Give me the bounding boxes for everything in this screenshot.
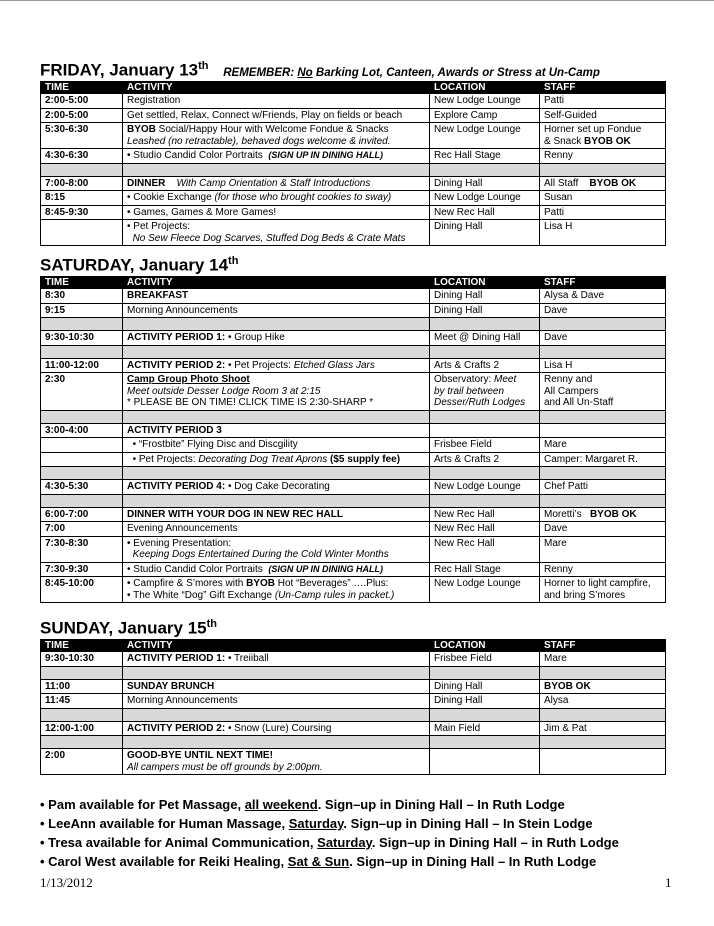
table-row: 8:15 • Cookie Exchange (for those who brought cookies to sway) New Lodge Lounge Susan <box>41 191 666 206</box>
friday-title-sup: th <box>198 60 209 72</box>
saturday-title: SATURDAY, January 14 <box>40 255 229 275</box>
availability-notes <box>40 795 619 871</box>
friday-title: FRIDAY, January 13 <box>40 60 199 80</box>
table-row: 8:45-9:30 • Games, Games & More Games! New Rec Hall Patti <box>41 205 666 220</box>
table-row: 2:00-5:00 Registration New Lodge Lounge Patti <box>41 94 666 109</box>
footer-date: 1/13/2012 <box>40 875 93 890</box>
separator-row <box>41 318 666 331</box>
table-row: 3:00-4:00 ACTIVITY PERIOD 3 <box>41 423 666 438</box>
table-row: 12:00-1:00 ACTIVITY PERIOD 2: • Snow (Lure) Coursing Main Field Jim & Pat <box>41 721 666 736</box>
table-header: TIME ACTIVITY LOCATION STAFF <box>41 277 666 289</box>
table-header: TIME ACTIVITY LOCATION STAFF <box>41 640 666 652</box>
table-row: 8:45-10:00 • Campfire & S’mores with BYOB Hot “Beverages” ….Plus: • The White “Dog” Gift Exchange (Un-Camp rules in packet.) New Lodge Lounge Horner to light campfire, and bring S’mores <box>41 577 666 603</box>
table-row: 4:30-5:30 ACTIVITY PERIOD 4: • Dog Cake Decorating New Lodge Lounge Chef Patti <box>41 480 666 495</box>
table-row: 11:45 Morning Announcements Dining Hall Alysa <box>41 694 666 709</box>
saturday-heading: SATURDAY, January 14th <box>40 255 239 275</box>
table-row: 11:00 SUNDAY BRUNCH Dining Hall BYOB OK <box>41 679 666 694</box>
table-row: 9:30-10:30 ACTIVITY PERIOD 1: • Group Hike Meet @ Dining Hall Dave <box>41 331 666 346</box>
separator-row <box>41 736 666 749</box>
table-row: 8:30 BREAKFAST Dining Hall Alysa & Dave <box>41 289 666 304</box>
table-row: • “Frostbite” Flying Disc and Discgility Frisbee Field Mare <box>41 438 666 453</box>
separator-row <box>41 410 666 423</box>
friday-heading <box>40 60 600 81</box>
sunday-heading: SUNDAY, January 15th <box>40 618 218 638</box>
note-item: • Pam available for Pet Massage, all weekend. Sign–up in Dining Hall – In Ruth Lodge <box>40 797 565 812</box>
page-number: 1 <box>665 875 672 890</box>
table-row: 5:30-6:30 BYOB Social/Happy Hour with Welcome Fondue & Snacks Leashed (no retractable), behaved dogs welcome & invited. New Lodge Lounge Horner set up Fondue & Snack BYOB OK <box>41 123 666 149</box>
note-item: • LeeAnn available for Human Massage, Saturday. Sign–up in Dining Hall – In Stein Lodge <box>40 816 593 831</box>
table-row: 4:30-6:30 • Studio Candid Color Portraits (SIGN UP IN DINING HALL) Rec Hall Stage Renny <box>41 149 666 164</box>
table-row: 7:30-9:30 • Studio Candid Color Portraits (SIGN UP IN DINING HALL) Rec Hall Stage Renny <box>41 562 666 577</box>
separator-row <box>41 345 666 358</box>
separator-row <box>41 163 666 176</box>
table-row: 2:30 Camp Group Photo Shoot Meet outside Desser Lodge Room 3 at 2:15 * PLEASE BE ON TIME! CLICK TIME IS 2:30-SHARP * Observatory: Meet by trail between Desser/Ruth Lodges Renny and All Campers and All Un-Staff <box>41 373 666 411</box>
table-row: 6:00-7:00 DINNER WITH YOUR DOG IN NEW REC HALL New Rec Hall Moretti’s BYOB OK <box>41 507 666 522</box>
separator-row <box>41 666 666 679</box>
table-row: 2:00-5:00 Get settled, Relax, Connect w/Friends, Play on fields or beach Explore Camp Self-Guided <box>41 108 666 123</box>
remember-note: REMEMBER: No Barking Lot, Canteen, Awards or Stress at Un-Camp <box>223 66 600 79</box>
table-header: TIME ACTIVITY LOCATION STAFF <box>41 82 666 94</box>
separator-row <box>41 467 666 480</box>
separator-row <box>41 708 666 721</box>
table-row: 7:00 Evening Announcements New Rec Hall Dave <box>41 522 666 537</box>
table-row: 2:00 GOOD-BYE UNTIL NEXT TIME! All campers must be off grounds by 2:00pm. <box>41 749 666 775</box>
sunday-title: SUNDAY, January 15 <box>40 618 207 638</box>
top-rule <box>0 0 714 1</box>
saturday-schedule-table <box>40 276 666 603</box>
table-row: 11:00-12:00 ACTIVITY PERIOD 2: • Pet Projects: Etched Glass Jars Arts & Crafts 2 Lisa H <box>41 358 666 373</box>
sunday-schedule-table <box>40 639 666 775</box>
table-row: 9:15 Morning Announcements Dining Hall Dave <box>41 303 666 318</box>
table-row: 7:00-8:00 DINNER With Camp Orientation & Staff Introductions Dining Hall All Staff BYOB OK <box>41 176 666 191</box>
note-item: • Carol West available for Reiki Healing, Sat & Sun. Sign–up in Dining Hall – In Ruth Lodge <box>40 854 597 869</box>
table-row: 9:30-10:30 ACTIVITY PERIOD 1: • Treiiball Frisbee Field Mare <box>41 652 666 667</box>
friday-schedule-table <box>40 81 666 246</box>
table-row: • Pet Projects: Decorating Dog Treat Aprons ($5 supply fee) Arts & Crafts 2 Camper: Margaret R. <box>41 452 666 467</box>
separator-row <box>41 494 666 507</box>
table-row: • Pet Projects: No Sew Fleece Dog Scarves, Stuffed Dog Beds & Crate Mats Dining Hall Lisa H <box>41 220 666 246</box>
table-row: 7:30-8:30 • Evening Presentation: Keeping Dogs Entertained During the Cold Winter Months New Rec Hall Mare <box>41 536 666 562</box>
note-item: • Tresa available for Animal Communication, Saturday. Sign–up in Dining Hall – in Ruth Lodge <box>40 835 619 850</box>
